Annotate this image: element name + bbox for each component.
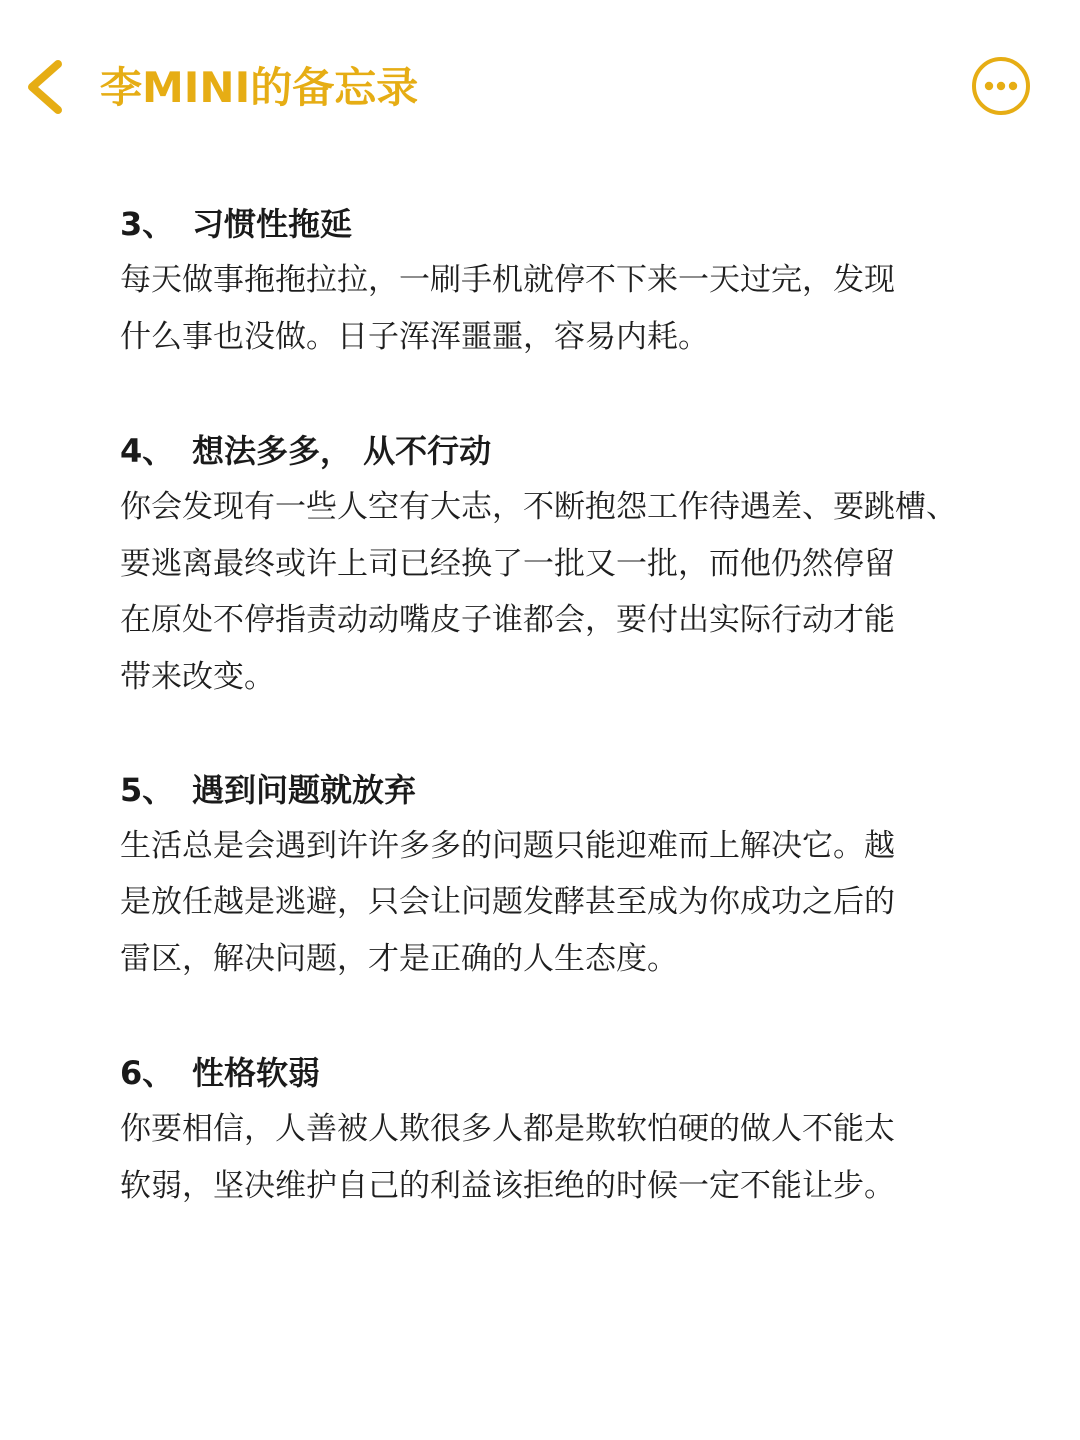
- section-title: 习惯性拖延: [192, 205, 353, 243]
- body-line: 软弱，坚决维护自己的利益该拒绝的时候一定不能让步。: [120, 1167, 895, 1204]
- body-line: 雷区，解决问题，才是正确的人生态度。: [120, 940, 678, 977]
- memo-content: [120, 196, 1000, 1215]
- section-heading: [120, 1045, 1000, 1101]
- body-line: 生活总是会遇到许许多多的问题只能迎难而上解决它。越: [120, 827, 895, 864]
- section-heading: [120, 196, 1000, 252]
- body-line: 是放任越是逃避，只会让问题发酵甚至成为你成功之后的: [120, 884, 895, 921]
- section-number: 4、: [120, 432, 175, 471]
- back-button[interactable]: [14, 52, 74, 122]
- body-line: 你要相信，人善被人欺很多人都是欺软怕硬的做人不能太: [120, 1111, 895, 1148]
- body-line: 每天做事拖拖拉拉，一刷手机就停不下来一天过完，发现: [120, 262, 895, 298]
- memo-section: [120, 196, 1000, 365]
- body-line: 要逃离最终或许上司已经换了一批又一批，而他仍然停留: [120, 545, 895, 582]
- more-horizontal-icon: [971, 56, 1031, 116]
- app-header: [0, 0, 1080, 175]
- section-title: 想法多多， 从不行动: [192, 432, 492, 471]
- chevron-left-icon: [14, 52, 74, 122]
- body-line: 带来改变。: [120, 658, 275, 695]
- section-number: 5、: [120, 770, 175, 809]
- section-number: 6、: [120, 1054, 175, 1093]
- page-title: 李MINI的备忘录: [100, 63, 419, 112]
- section-title: 性格软弱: [192, 1054, 321, 1093]
- body-line: 什么事也没做。日子浑浑噩噩，容易内耗。: [120, 318, 709, 355]
- memo-section: [120, 1045, 1000, 1214]
- section-number: 3、: [120, 205, 175, 243]
- section-heading: [120, 423, 1000, 479]
- section-title: 遇到问题就放弃: [192, 770, 417, 809]
- more-options-button[interactable]: [971, 56, 1031, 116]
- memo-section: [120, 423, 1000, 705]
- section-heading: [120, 762, 1000, 818]
- body-line: 你会发现有一些人空有大志，不断抱怨工作待遇差、要跳槽、: [120, 489, 957, 526]
- body-line: 在原处不停指责动动嘴皮子谁都会，要付出实际行动才能: [120, 602, 895, 639]
- memo-section: [120, 762, 1000, 988]
